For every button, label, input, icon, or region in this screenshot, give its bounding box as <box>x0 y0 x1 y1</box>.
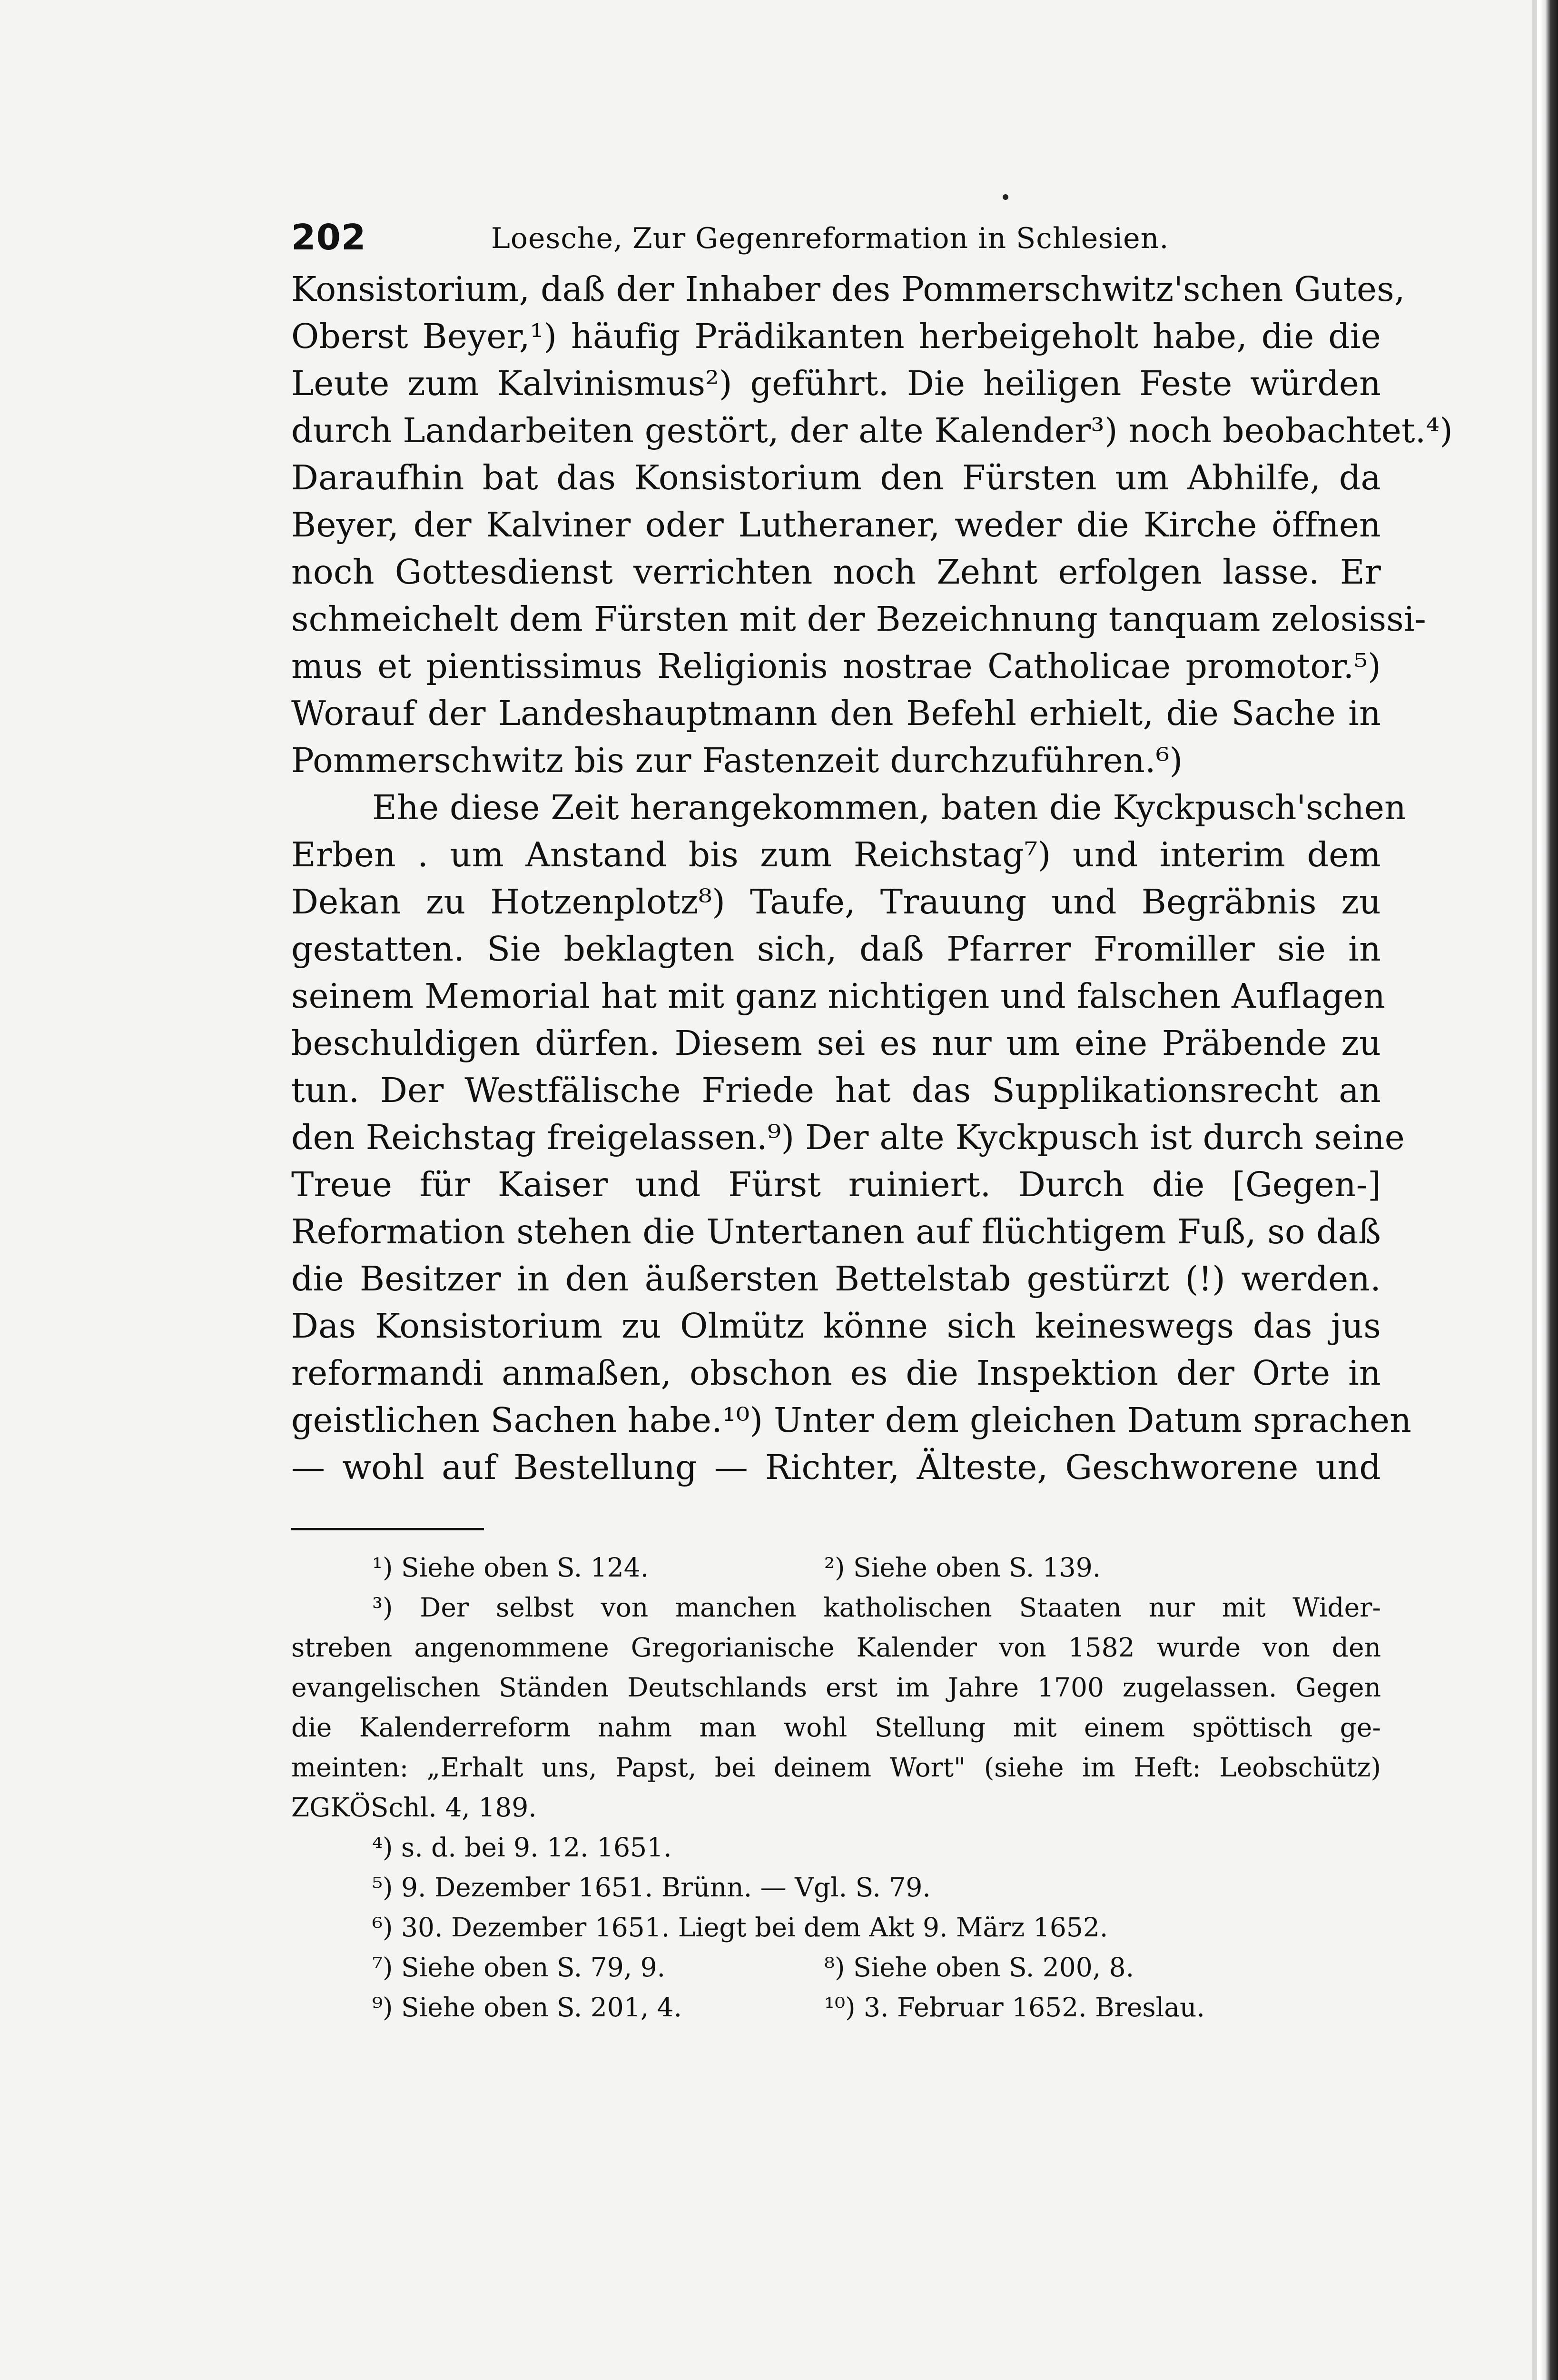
paragraph-start-line: Ehe diese Zeit herangekommen, baten die Kyckpusch'schen <box>372 788 1407 827</box>
text-line: tun. Der Westfälische Friede hat das Supplikationsrecht an <box>291 1071 1381 1110</box>
footnote-3-line: evangelischen Ständen Deutschlands erst im Jahre 1700 zugelassen. Gegen <box>291 1672 1381 1703</box>
page-content <box>291 213 1453 2027</box>
footnote-row <box>291 1947 1381 1987</box>
page-number: 202 <box>291 217 366 258</box>
footnote-4: ⁴) s. d. bei 9. 12. 1651. <box>372 1832 672 1863</box>
footnote-3-line: die Kalenderreform nahm man wohl Stellung mit einem spöttisch ge- <box>291 1712 1381 1743</box>
running-head <box>291 213 1381 266</box>
footnote-10: ¹⁰) 3. Februar 1652. Breslau. <box>824 1992 1205 2023</box>
text-line: geistlichen Sachen habe.¹⁰) Unter dem gleichen Datum sprachen <box>291 1400 1412 1440</box>
ink-speck <box>1003 194 1008 200</box>
text-line: Reformation stehen die Untertanen auf flüchtigem Fuß, so daß <box>291 1212 1381 1251</box>
text-line: Dekan zu Hotzenplotz⁸) Taufe, Trauung und Begräbnis zu <box>291 882 1381 922</box>
text-line: Das Konsistorium zu Olmütz könne sich keineswegs das jus <box>291 1306 1381 1346</box>
footnote-3-line: ZGKÖSchl. 4, 189. <box>291 1792 537 1823</box>
text-line: Oberst Beyer,¹) häufig Prädikanten herbeigeholt habe, die die <box>291 317 1381 356</box>
footnote-3-line: streben angenommene Gregorianische Kalender von 1582 wurde von den <box>291 1632 1381 1663</box>
footnote-5: ⁵) 9. Dezember 1651. Brünn. — Vgl. S. 79. <box>372 1872 931 1903</box>
text-line: — wohl auf Bestellung — Richter, Älteste, Geschworene und <box>291 1448 1381 1487</box>
text-line: die Besitzer in den äußersten Bettelstab gestürzt (!) werden. <box>291 1259 1381 1299</box>
text-line: Beyer, der Kalviner oder Lutheraner, weder die Kirche öffnen <box>291 505 1381 545</box>
text-line: den Reichstag freigelassen.⁹) Der alte Kyckpusch ist durch seine <box>291 1118 1405 1157</box>
footnote-3-line: ³) Der selbst von manchen katholischen Staaten nur mit Wider- <box>372 1592 1381 1623</box>
text-line: Erben . um Anstand bis zum Reichstag⁷) und interim dem <box>291 835 1381 874</box>
footnote-7: ⁷) Siehe oben S. 79, 9. <box>372 1952 666 1983</box>
footnote-9: ⁹) Siehe oben S. 201, 4. <box>372 1992 682 2023</box>
paragraph-end-line: Pommerschwitz bis zur Fastenzeit durchzuführen.⁶) <box>291 741 1183 780</box>
footnote-2: ²) Siehe oben S. 139. <box>824 1552 1101 1583</box>
running-title: Loesche, Zur Gegenreformation in Schlesien. <box>491 222 1169 255</box>
text-line: seinem Memorial hat mit ganz nichtigen und falschen Auflagen <box>291 976 1386 1016</box>
text-line: gestatten. Sie beklagten sich, daß Pfarrer Fromiller sie in <box>291 929 1381 969</box>
text-line: reformandi anmaßen, obschon es die Inspektion der Orte in <box>291 1353 1381 1393</box>
text-line: durch Landarbeiten gestört, der alte Kalender³) noch beobachtet.⁴) <box>291 411 1453 450</box>
text-line: noch Gottesdienst verrichten noch Zehnt erfolgen lasse. Er <box>291 552 1381 592</box>
text-line: Treue für Kaiser und Fürst ruiniert. Durch die [Gegen-] <box>291 1165 1381 1204</box>
footnote-8: ⁸) Siehe oben S. 200, 8. <box>824 1952 1134 1983</box>
body-text <box>291 266 1453 1491</box>
text-line: Daraufhin bat das Konsistorium den Fürsten um Abhilfe, da <box>291 458 1381 497</box>
text-line: mus et pientissimus Religionis nostrae Catholicae promotor.⁵) <box>291 646 1381 686</box>
footnote-row <box>291 1547 1381 1587</box>
text-line: Worauf der Landeshauptmann den Befehl erhielt, die Sache in <box>291 694 1381 733</box>
footnote-1: ¹) Siehe oben S. 124. <box>372 1552 649 1583</box>
text-line: Leute zum Kalvinismus²) geführt. Die heiligen Feste würden <box>291 364 1381 403</box>
footnote-row <box>291 1987 1381 2027</box>
scan-edge-right <box>1540 0 1558 2380</box>
text-line: Konsistorium, daß der Inhaber des Pommerschwitz'schen Gutes, <box>291 269 1405 309</box>
text-line: schmeichelt dem Fürsten mit der Bezeichnung tanquam zelosissi- <box>291 599 1426 639</box>
footnote-divider <box>291 1528 484 1530</box>
footnote-6: ⁶) 30. Dezember 1651. Liegt bei dem Akt 9. März 1652. <box>372 1912 1108 1943</box>
footnote-3-line: meinten: „Erhalt uns, Papst, bei deinem Wort" (siehe im Heft: Leobschütz) <box>291 1752 1381 1783</box>
text-line: beschuldigen dürfen. Diesem sei es nur um eine Präbende zu <box>291 1023 1381 1063</box>
footnotes <box>291 1547 1381 2027</box>
